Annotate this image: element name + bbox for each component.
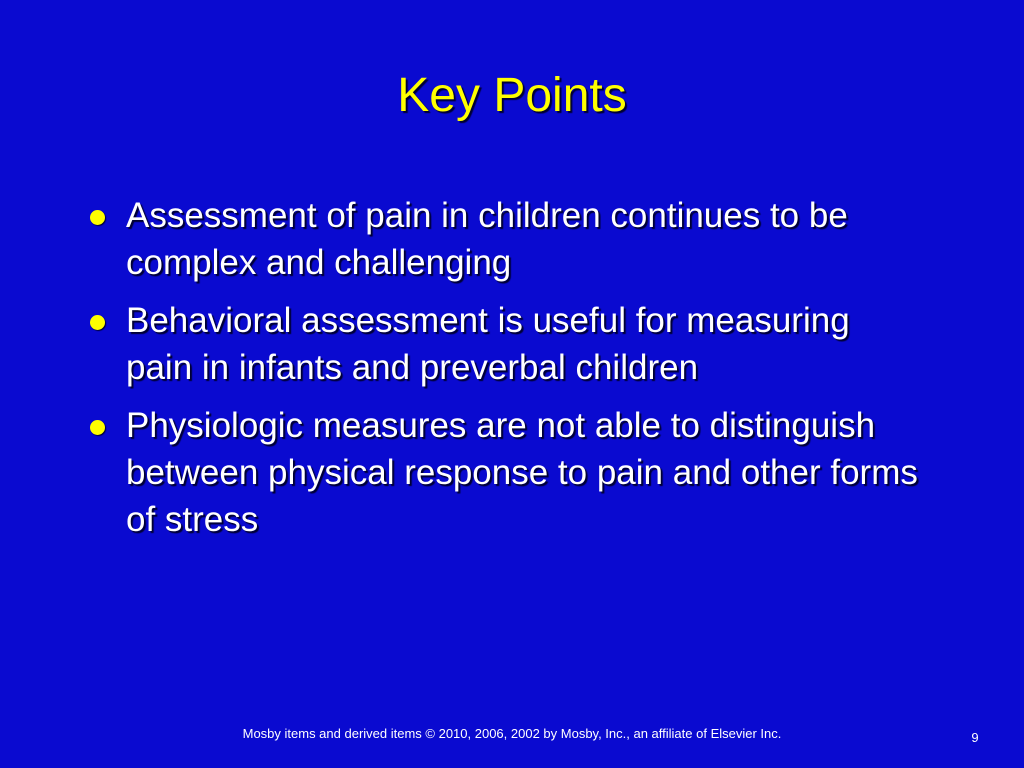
bullet-text: Behavioral assessment is useful for measuring pain in infants and preverbal children xyxy=(126,301,850,387)
key-points-list xyxy=(90,192,920,554)
slide-title: Key Points xyxy=(397,69,627,122)
bullet-text: Physiologic measures are not able to distinguish between physical response to pain and other forms of stress xyxy=(126,406,918,539)
bullet-item xyxy=(90,402,920,543)
circle-bullet-icon xyxy=(90,420,105,435)
bullet-item xyxy=(90,297,920,391)
bullet-item xyxy=(90,192,920,286)
bullet-text: Assessment of pain in children continues to be complex and challenging xyxy=(126,196,848,282)
circle-bullet-icon xyxy=(90,315,105,330)
copyright-footer: Mosby items and derived items © 2010, 2006, 2002 by Mosby, Inc., an affiliate of Elsevier Inc. xyxy=(242,726,782,741)
page-number: 9 xyxy=(971,730,979,745)
circle-bullet-icon xyxy=(90,210,105,225)
